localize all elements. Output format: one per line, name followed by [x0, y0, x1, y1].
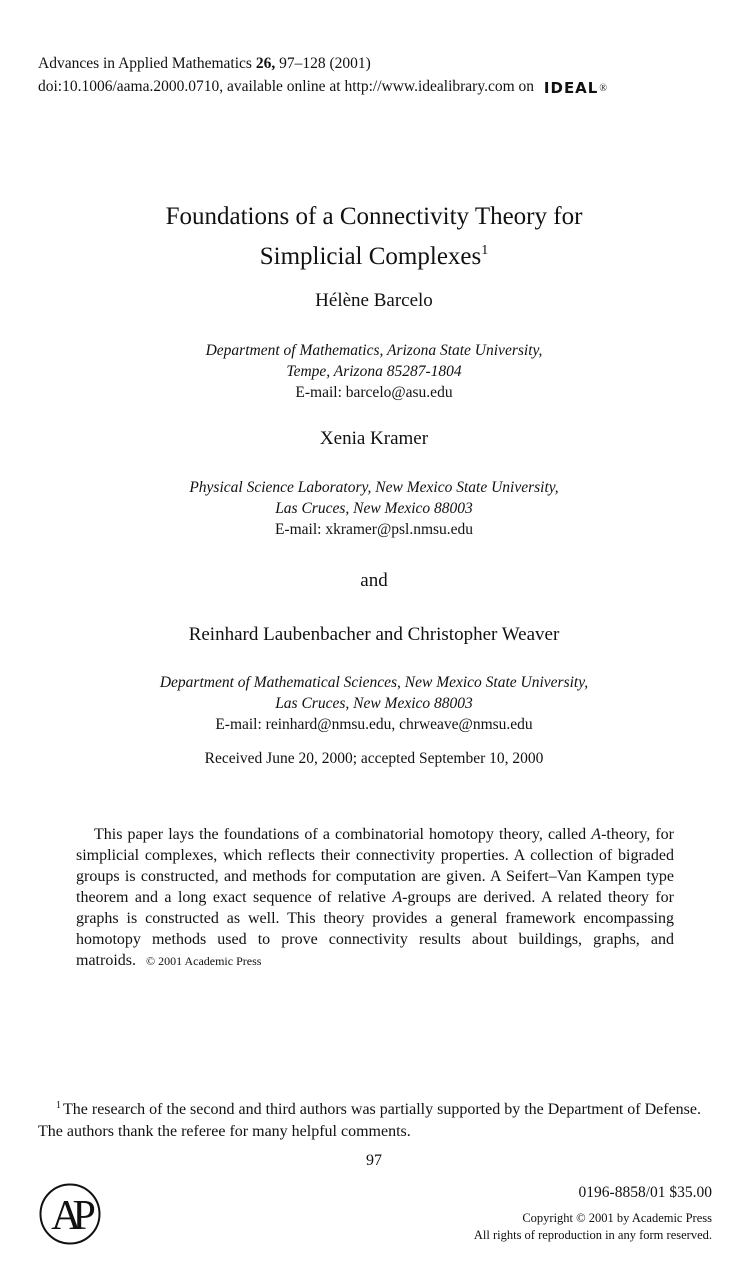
- copyright-line: Copyright © 2001 by Academic Press: [522, 1211, 712, 1225]
- footnote-mark: 1: [56, 1100, 61, 1111]
- volume-number: 26,: [255, 55, 276, 72]
- rights-line: All rights of reproduction in any form reserved.: [473, 1228, 712, 1242]
- doi-line: [38, 75, 607, 100]
- ideal-logo: [544, 77, 607, 100]
- academic-press-logo-icon: [38, 1182, 102, 1246]
- journal-header: [38, 52, 607, 100]
- author-affiliation-3: Department of Mathematical Sciences, New Mexico State University, Las Cruces, New Mexico 88003 E-mail: reinhard@nmsu.edu, chrweave@nmsu.edu: [0, 672, 748, 735]
- registered-mark: ®: [599, 83, 607, 94]
- author-email-2[interactable]: E-mail: xkramer@psl.nmsu.edu: [274, 521, 474, 538]
- author-name-3: Reinhard Laubenbacher and Christopher Weaver: [188, 624, 560, 645]
- title-line-2: Simplicial Complexes$^1$: [259, 243, 489, 270]
- author-name-1: Hélène Barcelo: [315, 290, 433, 311]
- abstract-copyright: © 2001 Academic Press: [146, 954, 262, 968]
- footnote: $^1$ The research of the second and third authors was partially supported by the Department of Defense. The authors thank the referee for many helpful comments.: [38, 1100, 701, 1140]
- title-line-1: Foundations of a Connectivity Theory for: [165, 203, 583, 230]
- ideal-logo-text: IDEAL: [543, 79, 599, 97]
- doi-text[interactable]: doi:10.1006/aama.2000.0710, available online at http://www.idealibrary.com on: [38, 78, 535, 95]
- author-affiliation-1: Department of Mathematics, Arizona State University, Tempe, Arizona 85287-1804 E-mail: barcelo@asu.edu: [0, 340, 748, 403]
- author-email-1[interactable]: E-mail: barcelo@asu.edu: [295, 384, 453, 401]
- received-dates: Received June 20, 2000; accepted September 10, 2000: [204, 750, 544, 767]
- issn-price: 0196-8858/01 $35.00: [578, 1184, 712, 1201]
- page-number: 97: [366, 1152, 382, 1169]
- author-email-3[interactable]: E-mail: reinhard@nmsu.edu, chrweave@nmsu.edu: [215, 716, 533, 733]
- paper-title: [0, 200, 748, 274]
- journal-citation: Advances in Applied Mathematics 26, 97–128 (2001): [38, 55, 371, 72]
- title-footnote-mark: 1: [481, 243, 489, 258]
- logo-lettering: AP: [51, 1193, 87, 1239]
- author-name-2: Xenia Kramer: [319, 428, 429, 449]
- abstract: This paper lays the foundations of a combinatorial homotopy theory, called A-theory, for simplicial complexes, which reflects their connectivity properties. A collection of bigraded groups is constructed, and methods for computation are given. A Seifert–Van Kampen type theorem and a long exact sequence of relative A-groups are derived. A related theory for graphs is constructed as well. This theory provides a general framework encompassing homotopy methods used to prove connectivity results about buildings, graphs, and matroids. © 2001 Academic Press: [76, 826, 674, 969]
- and-separator: and: [360, 570, 388, 591]
- publisher-copyright: [474, 1210, 712, 1244]
- author-affiliation-2: Physical Science Laboratory, New Mexico State University, Las Cruces, New Mexico 88003 E-mail: xkramer@psl.nmsu.edu: [0, 477, 748, 540]
